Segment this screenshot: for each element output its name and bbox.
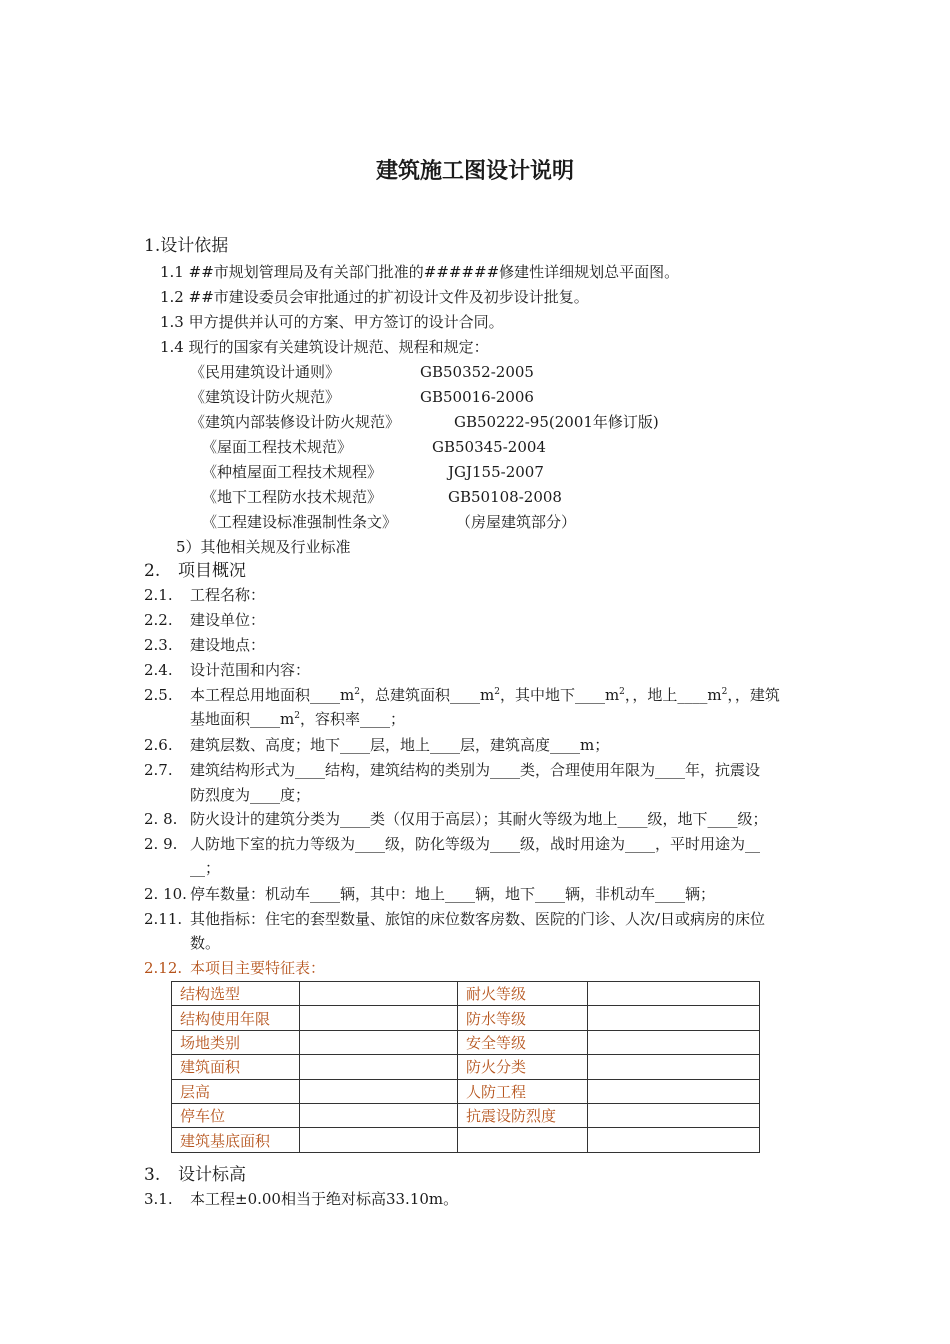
item-number: 2.3.: [144, 636, 173, 654]
item-text: 建筑结构形式为____结构，建筑结构的类别为____类，合理使用年限为____年，抗震设: [190, 761, 761, 779]
section-3-heading: 设计标高: [178, 1165, 246, 1185]
standard-code: GB50345-2004: [432, 438, 546, 456]
item-number: 2.12.: [144, 959, 183, 977]
table-row: [172, 1030, 760, 1054]
table-cell: [300, 1103, 458, 1127]
table-cell: [588, 1006, 760, 1030]
item-text: 停车数量：机动车____辆，其中：地上____辆，地下____辆，非机动车____辆；: [190, 885, 716, 903]
table-row: [172, 982, 760, 1006]
basis-item-1-1: 1.1 ##市规划管理局及有关部门批准的######修建性详细规划总平面图。: [160, 263, 680, 281]
item-text: 本项目主要特征表：: [190, 959, 326, 977]
item-text: 本工程±0.00相当于绝对标高33.10m。: [190, 1190, 459, 1208]
table-row: [172, 1055, 760, 1079]
table-cell: 人防工程: [458, 1079, 588, 1103]
standard-name: 《工程建设标准强制性条文》: [202, 513, 398, 531]
table-cell: [588, 982, 760, 1006]
standard-code: GB50016-2006: [420, 388, 534, 406]
table-cell: 抗震设防烈度: [458, 1103, 588, 1127]
table-cell: 停车位: [172, 1103, 300, 1127]
section-2-heading: 项目概况: [178, 561, 246, 581]
item-number: 2.4.: [144, 661, 173, 679]
standard-name: 《种植屋面工程技术规程》: [202, 463, 383, 481]
table-row: [172, 1006, 760, 1030]
table-cell: [300, 1055, 458, 1079]
item-number: 2. 9.: [144, 835, 178, 853]
item-text: 工程名称：: [190, 586, 266, 604]
standard-code: GB50108-2008: [448, 488, 562, 506]
table-cell: 层高: [172, 1079, 300, 1103]
item-number: 3.1.: [144, 1190, 173, 1208]
item-text: __；: [190, 859, 221, 877]
standard-name: 《建筑设计防火规范》: [190, 388, 341, 406]
table-cell: 安全等级: [458, 1030, 588, 1054]
table-cell: [300, 982, 458, 1006]
table-cell: [588, 1103, 760, 1127]
table-cell: [300, 1030, 458, 1054]
item-text: 建设地点：: [190, 636, 266, 654]
item-number: 2. 8.: [144, 810, 178, 828]
table-cell: [300, 1006, 458, 1030]
standard-name: 《屋面工程技术规范》: [202, 438, 353, 456]
item-text: 设计范围和内容：: [190, 661, 311, 679]
item-text: 人防地下室的抗力等级为____级，防化等级为____级，战时用途为____，平时用途为__: [190, 835, 761, 853]
item-number: 2.7.: [144, 761, 173, 779]
standard-name: 《建筑内部装修设计防火规范》: [190, 413, 401, 431]
item-text: 基地面积$\_\_\_\_m^2$，容积率____；: [190, 710, 405, 728]
item-text: 其他指标：住宅的套型数量、旅馆的床位数客房数、医院的门诊、人次/日或病房的床位: [190, 910, 766, 928]
table-cell: [588, 1079, 760, 1103]
basis-item-1-3: 1.3 甲方提供并认可的方案、甲方签订的设计合同。: [160, 313, 504, 331]
feature-table: [171, 981, 760, 1153]
item-text: 防烈度为____度；: [190, 786, 311, 804]
standard-name: 《民用建筑设计通则》: [190, 363, 341, 381]
table-cell: [458, 1128, 588, 1152]
table-cell: 建筑面积: [172, 1055, 300, 1079]
basis-item-1-4: 1.4 现行的国家有关建筑设计规范、规程和规定：: [160, 338, 489, 356]
table-cell: [588, 1030, 760, 1054]
table-cell: [588, 1128, 760, 1152]
item-number: 2.6.: [144, 736, 173, 754]
table-cell: 耐火等级: [458, 982, 588, 1006]
item-number: 2.5.: [144, 686, 173, 704]
table-row: [172, 1079, 760, 1103]
table-cell: [300, 1128, 458, 1152]
item-text: 建筑层数、高度；地下____层，地上____层，建筑高度____m；: [190, 736, 610, 754]
table-row: [172, 1103, 760, 1127]
table-cell: 结构使用年限: [172, 1006, 300, 1030]
item-text: 建设单位：: [190, 611, 266, 629]
item-text: 本工程总用地面积$\_\_\_\_m^2$，总建筑面积$\_\_\_\_m^2$，其中地下$\_\_\_\_m^2$，，地上$\_\_\_\_m^2$，，建筑: [190, 686, 780, 704]
item-number: 2.1.: [144, 586, 173, 604]
item-number: 2. 10.: [144, 885, 187, 903]
table-cell: 防水等级: [458, 1006, 588, 1030]
table-cell: [300, 1079, 458, 1103]
standard-code: GB50222-95(2001年修订版): [454, 413, 659, 431]
standard-name: 《地下工程防水技术规范》: [202, 488, 383, 506]
item-number: 2.11.: [144, 910, 183, 928]
section-1-heading: 1.设计依据: [144, 236, 229, 256]
item-number: 2.2.: [144, 611, 173, 629]
table-cell: 防火分类: [458, 1055, 588, 1079]
section-2-number: 2.: [144, 561, 161, 581]
item-text: 防火设计的建筑分类为____类（仅用于高层）；其耐火等级为地上____级，地下____级；: [190, 810, 768, 828]
other-standards: 5）其他相关规及行业标准: [176, 538, 351, 556]
basis-item-1-2: 1.2 ##市建设委员会审批通过的扩初设计文件及初步设计批复。: [160, 288, 589, 306]
document-title: 建筑施工图设计说明: [375, 158, 574, 184]
table-row: [172, 1128, 760, 1152]
item-text: 数。: [190, 934, 221, 952]
standard-code: GB50352-2005: [420, 363, 534, 381]
standard-code: （房屋建筑部分）: [456, 513, 577, 531]
table-cell: 场地类别: [172, 1030, 300, 1054]
table-cell: [588, 1055, 760, 1079]
standard-code: JGJ155-2007: [448, 463, 544, 481]
table-cell: 建筑基底面积: [172, 1128, 300, 1152]
table-cell: 结构选型: [172, 982, 300, 1006]
section-3-number: 3.: [144, 1165, 161, 1185]
